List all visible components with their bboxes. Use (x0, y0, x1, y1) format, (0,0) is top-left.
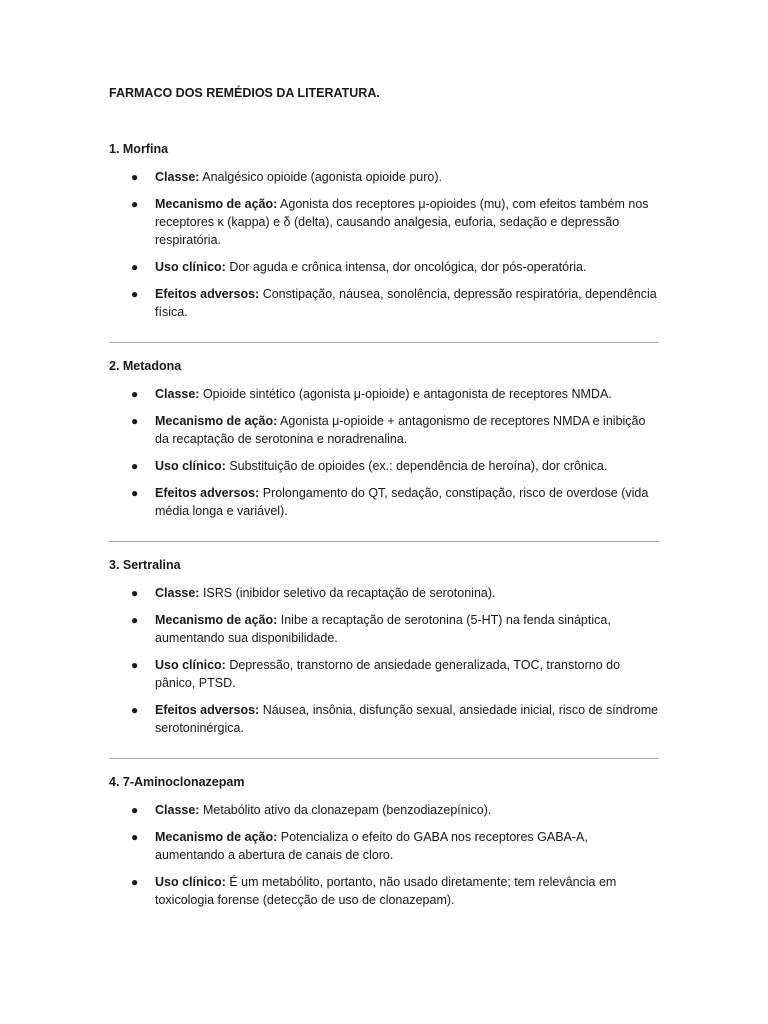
item-text: Inibe a recaptação de serotonina (5-HT) na fenda sináptica, aumentando sua disponibilidade. (155, 613, 611, 645)
item-text: Metabólito ativo da clonazepam (benzodiazepínico). (199, 803, 492, 817)
item-label: Efeitos adversos: (155, 703, 260, 717)
item-label: Mecanismo de ação: (155, 414, 278, 428)
list-item (109, 385, 659, 403)
list-item (109, 828, 659, 864)
list-item (109, 195, 659, 249)
bullet-icon: ● (131, 459, 139, 473)
list-item (109, 701, 659, 737)
item-text: Agonista dos receptores μ-opioides (mu), com efeitos também nos receptores κ (kappa) e δ (delta), causando analgesia, euforia, sedação e depressão respiratória. (155, 197, 649, 247)
section-divider (109, 342, 659, 343)
bullet-icon: ● (131, 830, 139, 844)
bullet-icon: ● (131, 260, 139, 274)
item-label: Classe: (155, 170, 200, 184)
bullet-icon: ● (131, 197, 139, 211)
list-item (109, 285, 659, 321)
item-label: Mecanismo de ação: (155, 197, 278, 211)
item-text: Substituição de opioides (ex.: dependência de heroína), dor crônica. (225, 459, 608, 473)
section-divider (109, 758, 659, 759)
item-text: É um metabólito, portanto, não usado diretamente; tem relevância em toxicologia forense (detecção de uso de clonazepam). (155, 875, 617, 907)
list-item (109, 412, 659, 448)
item-label: Mecanismo de ação: (155, 830, 278, 844)
bullet-icon: ● (131, 287, 139, 301)
section-divider (109, 541, 659, 542)
list-item (109, 611, 659, 647)
item-text: Opioide sintético (agonista μ-opioide) e antagonista de receptores NMDA. (199, 387, 612, 401)
item-text: Depressão, transtorno de ansiedade generalizada, TOC, transtorno do pânico, PTSD. (155, 658, 621, 690)
list-item (109, 656, 659, 692)
item-text: Náusea, insônia, disfunção sexual, ansiedade inicial, risco de síndrome serotoninérgica. (155, 703, 659, 735)
list-item (109, 873, 659, 909)
item-label: Uso clínico: (155, 658, 226, 672)
item-text: Constipação, náusea, sonolência, depressão respiratória, dependência física. (155, 287, 657, 319)
item-text: Potencializa o efeito do GABA nos receptores GABA-A, aumentando a abertura de canais de cloro. (155, 830, 588, 862)
document-page (109, 84, 659, 907)
bullet-icon: ● (131, 170, 139, 184)
item-label: Uso clínico: (155, 459, 226, 473)
item-text: Dor aguda e crônica intensa, dor oncológica, dor pós-operatória. (225, 260, 587, 274)
section-title: 2. Metadona (109, 359, 182, 373)
list-item (109, 584, 659, 602)
item-text: ISRS (inibidor seletivo da recaptação de serotonina). (199, 586, 496, 600)
bullet-icon: ● (131, 613, 139, 627)
section-title: 1. Morfina (109, 142, 169, 156)
item-label: Classe: (155, 387, 200, 401)
list-item (109, 484, 659, 520)
item-label: Mecanismo de ação: (155, 613, 278, 627)
bullet-list (109, 801, 659, 909)
section-title: 3. Sertralina (109, 558, 181, 572)
list-item (109, 801, 659, 819)
section-7-aminoclonazepam (109, 773, 659, 918)
item-label: Efeitos adversos: (155, 287, 260, 301)
item-text: Prolongamento do QT, sedação, constipação, risco de overdose (vida média longa e variável). (155, 486, 649, 518)
list-item (109, 457, 659, 475)
bullet-list (109, 385, 659, 520)
item-label: Classe: (155, 803, 200, 817)
bullet-icon: ● (131, 803, 139, 817)
bullet-icon: ● (131, 586, 139, 600)
bullet-icon: ● (131, 658, 139, 672)
item-label: Classe: (155, 586, 200, 600)
bullet-list (109, 168, 659, 321)
list-item (109, 168, 659, 186)
bullet-list (109, 584, 659, 737)
bullet-icon: ● (131, 414, 139, 428)
section-title: 4. 7-Aminoclonazepam (109, 775, 245, 789)
item-text: Agonista μ-opioide + antagonismo de receptores NMDA e inibição da recaptação de serotonina e noradrenalina. (155, 414, 646, 446)
section-metadona (109, 357, 659, 529)
list-item (109, 258, 659, 276)
section-morfina (109, 140, 659, 330)
item-label: Uso clínico: (155, 260, 226, 274)
item-label: Uso clínico: (155, 875, 226, 889)
bullet-icon: ● (131, 875, 139, 889)
bullet-icon: ● (131, 387, 139, 401)
bullet-icon: ● (131, 486, 139, 500)
item-text: Analgésico opioide (agonista opioide puro). (199, 170, 443, 184)
section-sertralina (109, 556, 659, 746)
item-label: Efeitos adversos: (155, 486, 260, 500)
bullet-icon: ● (131, 703, 139, 717)
document-title: FARMACO DOS REMÉDIOS DA LITERATURA. (109, 86, 380, 100)
